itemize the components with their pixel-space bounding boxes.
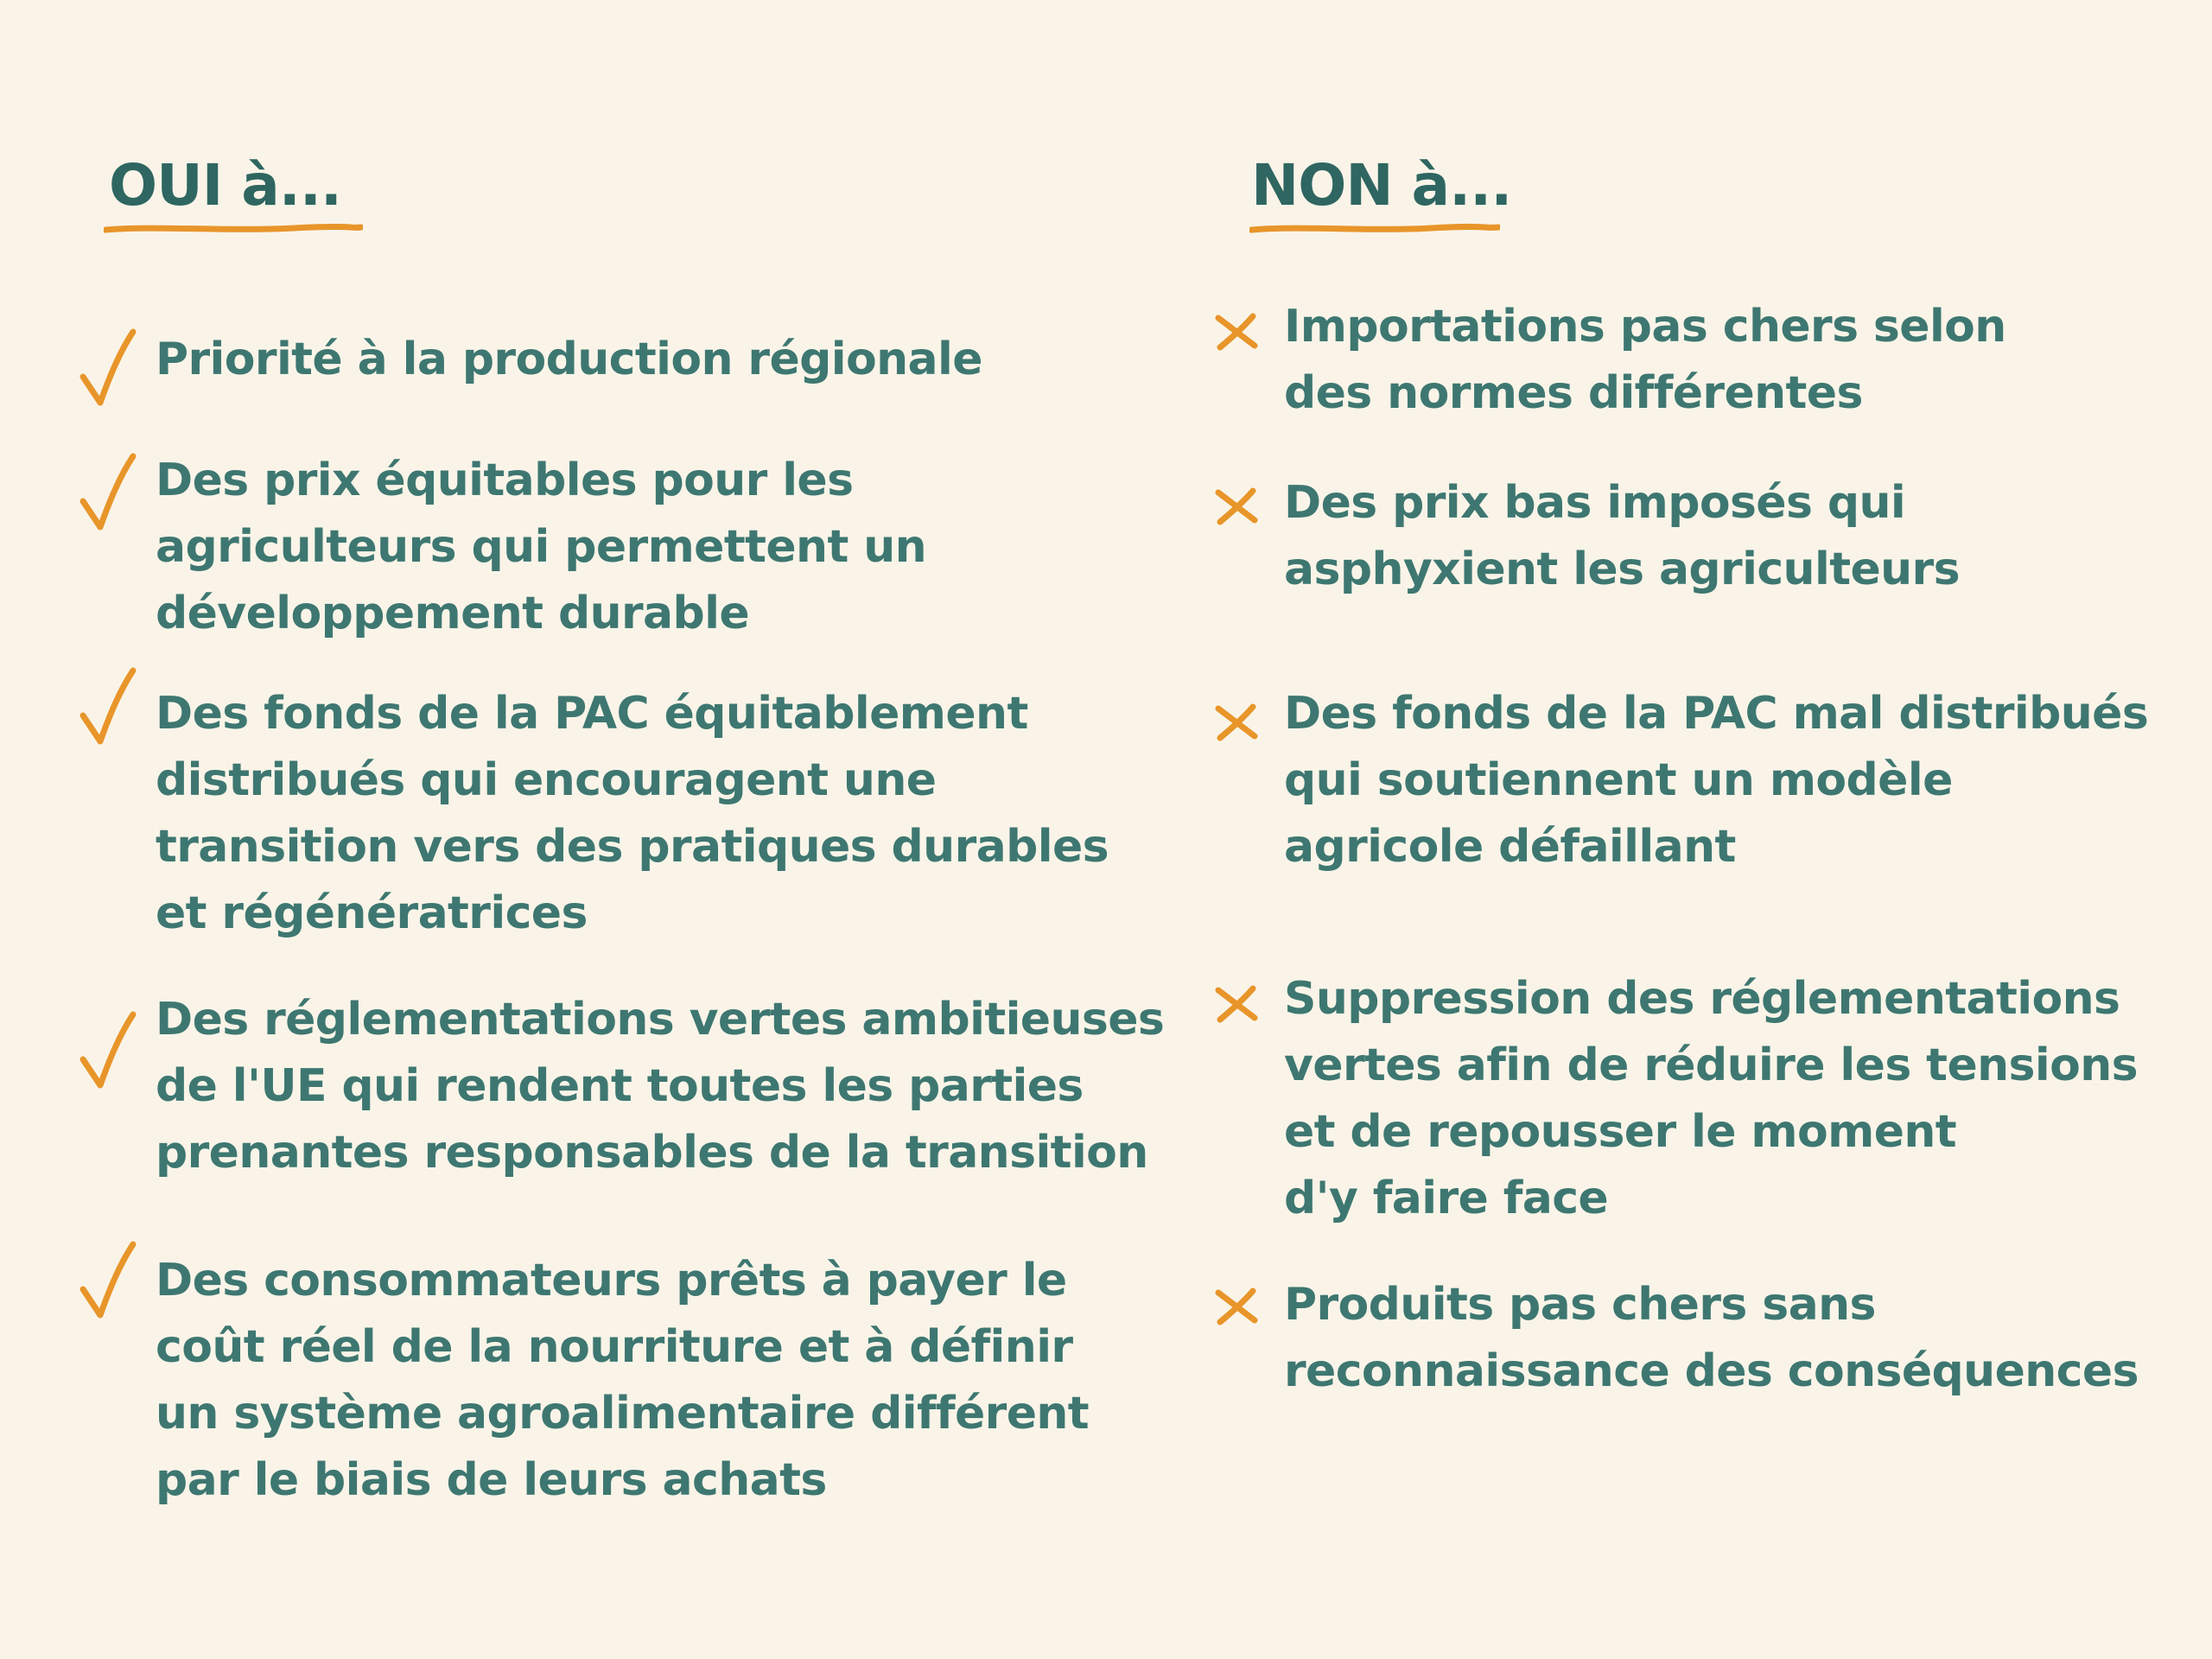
oui-item-1-line-1: Priorité à la production régionale: [156, 334, 982, 385]
oui-item-3-line-2: distribués qui encouragent une: [156, 754, 937, 806]
oui-item-3: [156, 681, 1109, 947]
oui-item-3-line-4: et régénératrices: [156, 887, 588, 939]
non-item-3: [1284, 681, 2148, 880]
non-item-4-line-3: et de repousser le moment: [1284, 1106, 1957, 1158]
oui-item-3-line-1: Des fonds de la PAC équitablement: [156, 688, 1028, 740]
non-heading: NON à...: [1251, 152, 1512, 219]
non-item-3-line-3: agricole défaillant: [1284, 821, 1736, 873]
oui-item-2-line-3: développement durable: [156, 588, 750, 639]
check-icon: [78, 665, 140, 748]
non-item-1-line-2: des normes différentes: [1284, 367, 1863, 419]
oui-item-5-line-4: par le biais de leurs achats: [156, 1454, 827, 1506]
non-heading-underline: [1249, 223, 1500, 235]
check-icon: [78, 1239, 140, 1322]
oui-item-3-line-3: transition vers des pratiques durables: [156, 821, 1109, 873]
non-item-4-line-4: d'y faire face: [1284, 1173, 1609, 1224]
oui-item-4: [156, 987, 1164, 1186]
oui-heading: OUI à...: [109, 152, 341, 219]
oui-item-4-line-3: prenantes responsables de la transition: [156, 1127, 1148, 1179]
oui-item-5-line-2: coût réel de la nourriture et à définir: [156, 1321, 1073, 1373]
non-item-1: [1284, 294, 2006, 427]
non-item-5-line-1: Produits pas chers sans: [1284, 1279, 1876, 1331]
cross-icon: [1213, 703, 1262, 741]
non-item-2: [1284, 470, 1960, 603]
non-item-5-line-2: reconnaissance des conséquences: [1284, 1345, 2139, 1397]
check-icon: [78, 1009, 140, 1092]
oui-item-2: [156, 448, 926, 647]
non-item-3-line-2: qui soutiennent un modèle: [1284, 754, 1953, 806]
cross-icon: [1213, 313, 1262, 351]
oui-item-5-line-1: Des consommateurs prêts à payer le: [156, 1255, 1067, 1306]
non-item-4: [1284, 966, 2138, 1232]
non-item-2-line-1: Des prix bas imposés qui: [1284, 477, 1906, 529]
non-item-5: [1284, 1272, 2139, 1405]
non-item-4-line-2: vertes afin de réduire les tensions: [1284, 1039, 2138, 1091]
non-item-2-line-2: asphyxient les agriculteurs: [1284, 543, 1960, 595]
check-icon: [78, 327, 140, 410]
check-icon: [78, 451, 140, 534]
oui-item-2-line-2: agriculteurs qui permettent un: [156, 521, 927, 573]
oui-item-5-line-3: un système agroalimentaire différent: [156, 1388, 1090, 1440]
oui-heading-underline: [104, 223, 363, 235]
oui-item-4-line-1: Des réglementations vertes ambitieuses: [156, 994, 1165, 1046]
oui-item-1: [156, 327, 982, 393]
oui-item-4-line-2: de l'UE qui rendent toutes les parties: [156, 1060, 1084, 1112]
cross-icon: [1213, 1287, 1262, 1325]
oui-item-2-line-1: Des prix équitables pour les: [156, 454, 854, 506]
oui-item-5: [156, 1248, 1089, 1514]
cross-icon: [1213, 985, 1262, 1023]
cross-icon: [1213, 487, 1262, 525]
non-item-4-line-1: Suppression des réglementations: [1284, 973, 2120, 1025]
non-item-1-line-1: Importations pas chers selon: [1284, 301, 2006, 353]
non-item-3-line-1: Des fonds de la PAC mal distribués: [1284, 688, 2149, 740]
